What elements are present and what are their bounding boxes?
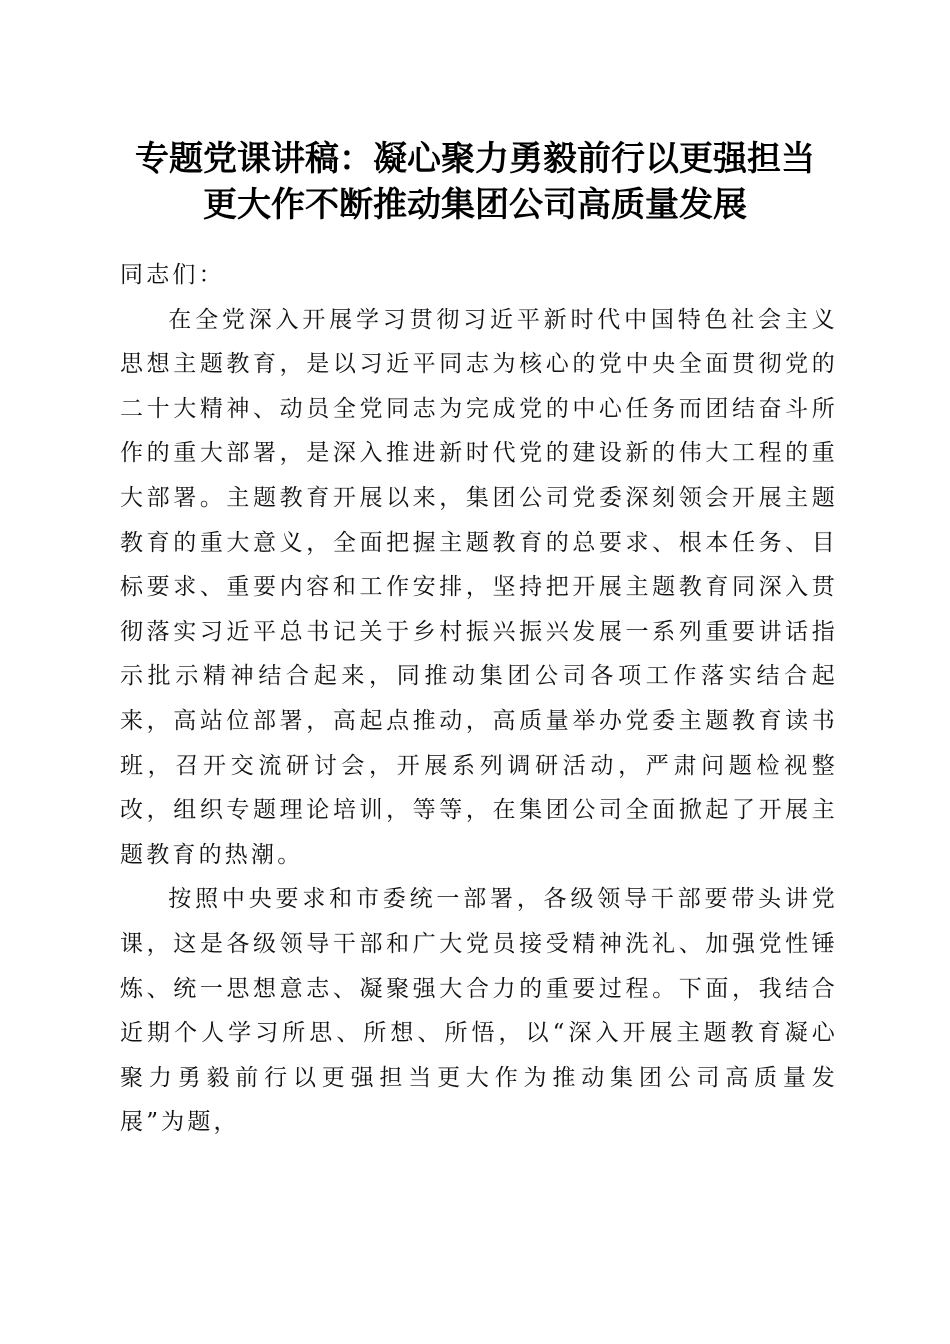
salutation: 同志们： xyxy=(120,262,225,288)
document-title xyxy=(100,136,850,228)
document-body xyxy=(120,253,838,1145)
title-line-1: 专题党课讲稿：凝心聚力勇毅前行以更强担当 xyxy=(135,139,815,179)
body-paragraph-2: 按照中央要求和市委统一部署，各级领导干部要带头讲党课，这是各级领导干部和广大党员接受精神洗礼、加强党性锤炼、统一思想意志、凝聚强大合力的重要过程。下面，我结合近期个人学习所思、所想、所悟，以“深入开展主题教育凝心聚力勇毅前行以更强担当更大作为推动集团公司高质量发展”为题， xyxy=(120,886,838,1136)
body-paragraph-1: 在全党深入开展学习贯彻习近平新时代中国特色社会主义思想主题教育，是以习近平同志为核心的党中央全面贯彻党的二十大精神、动员全党同志为完成党的中心任务而团结奋斗所作的重大部署，是深入推进新时代党的建设新的伟大工程的重大部署。主题教育开展以来，集团公司党委深刻领会开展主题教育的重大意义，全面把握主题教育的总要求、根本任务、目标要求、重要内容和工作安排，坚持把开展主题教育同深入贯彻落实习近平总书记关于乡村振兴振兴发展一系列重要讲话指示批示精神结合起来，同推动集团公司各项工作落实结合起来，高站位部署，高起点推动，高质量举办党委主题教育读书班，召开交流研讨会，开展系列调研活动，严肃问题检视整改，组织专题理论培训，等等，在集团公司全面掀起了开展主题教育的热潮。 xyxy=(120,306,838,868)
title-line-2: 更大作不断推动集团公司高质量发展 xyxy=(203,185,747,225)
